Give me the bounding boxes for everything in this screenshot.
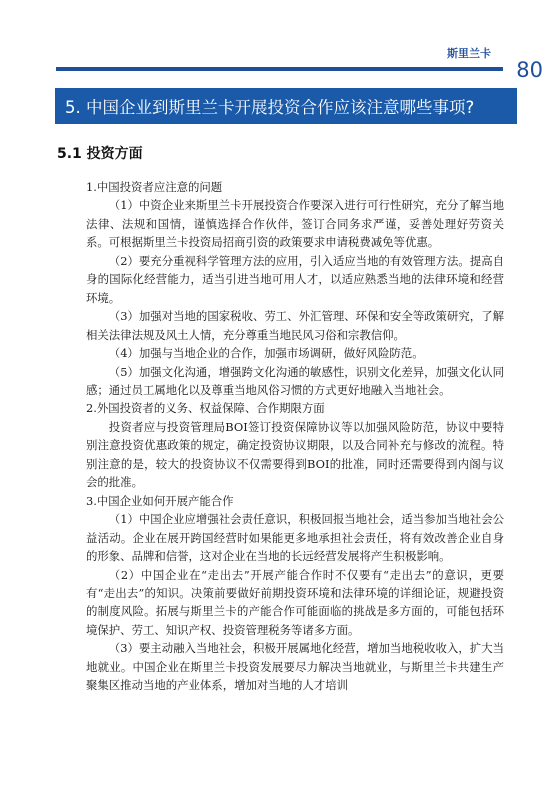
paragraph: （3）加强对当地的国家税收、劳工、外汇管理、环保和安全等政策研究，了解相关法律法规及风土人情，充分尊重当地民风习俗和宗教信仰。 xyxy=(86,309,504,342)
paragraph: （2）中国企业在“走出去”开展产能合作时不仅要有“走出去”的意识，更要有“走出去”的知识。决策前要做好前期投资环境和法律环境的详细论证，规避投资的制度风险。拓展与斯里兰卡的产能合作可能面临的挑战是多方面的，可能包括环境保护、劳工、知识产权、投资管理税务等诸多方面。 xyxy=(86,567,504,637)
subheading-3: 3.中国企业如何开展产能合作 xyxy=(86,493,234,508)
paragraph: （1）中国企业应增强社会责任意识，积极回报当地社会，适当参加当地社会公益活动。企业在展开跨国经营时如果能更多地承担社会责任，将有效改善企业自身的形象、品牌和信誉，这对企业在当地的长远经营发展将产生积极影响。 xyxy=(86,512,504,564)
paragraph: （4）加强与当地企业的合作，加强市场调研，做好风险防范。 xyxy=(108,346,424,361)
paragraph: （1）中资企业来斯里兰卡开展投资合作要深入进行可行性研究，充分了解当地法律、法规和国情，谨慎选择合作伙伴，签订合同务求严谨，妥善处理好劳资关系。可根据斯里兰卡投资局招商引资的政策要求申请税费减免等优惠。 xyxy=(86,198,504,250)
section-title: 5.1 投资方面 xyxy=(57,146,143,162)
paragraph: （2）要充分重视科学管理方法的应用，引入适应当地的有效管理方法。提高自身的国际化经营能力，适当引进当地可用人才，以适应熟悉当地的法律环境和经营环境。 xyxy=(86,253,504,305)
paragraph: （3）要主动融入当地社会，积极开展属地化经营，增加当地税收收入，扩大当地就业。中国企业在斯里兰卡投资发展要尽力解决当地就业，与斯里兰卡共建生产聚集区推动当地的产业体系，增加对当地的人才培训 xyxy=(86,641,504,693)
page-number: 80 xyxy=(516,58,543,82)
body-content xyxy=(86,178,504,695)
header-rule xyxy=(56,67,503,71)
header-country-label: 斯里兰卡 xyxy=(447,47,491,60)
chapter-title-bar xyxy=(55,88,517,124)
chapter-title: 5. 中国企业到斯里兰卡开展投资合作应该注意哪些事项? xyxy=(65,98,475,117)
paragraph: （5）加强文化沟通，增强跨文化沟通的敏感性，识别文化差异，加强文化认同感；通过员工属地化以及尊重当地风俗习惯的方式更好地融入当地社会。 xyxy=(86,364,504,397)
paragraph: 投资者应与投资管理局BOI签订投资保障协议等以加强风险防范，协议中要特别注意投资优惠政策的规定，确定投资协议期限，以及合同补充与修改的流程。特别注意的是，较大的投资协议不仅需要得到BOI的批准，同时还需要得到内阁与议会的批准。 xyxy=(86,419,504,490)
subheading-2: 2.外国投资者的义务、权益保障、合作期限方面 xyxy=(86,401,325,416)
subheading-1: 1.中国投资者应注意的问题 xyxy=(86,180,223,194)
